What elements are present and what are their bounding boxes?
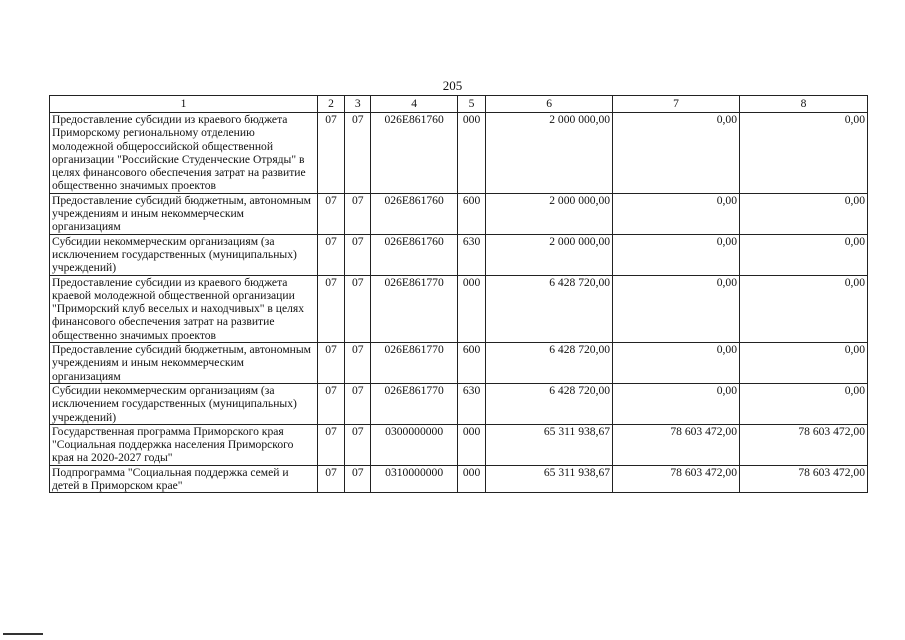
amount-col7: 0,00 [613, 383, 740, 424]
section-code: 07 [317, 465, 344, 493]
table-row [50, 465, 868, 493]
target-article-code: 026E861760 [371, 193, 458, 234]
expense-type-code: 000 [457, 275, 485, 342]
amount-col8: 0,00 [740, 343, 868, 384]
header-cell: 7 [613, 96, 740, 113]
table-row [50, 113, 868, 194]
row-name: Подпрограмма "Социальная поддержка семей и детей в Приморском крае" [50, 465, 318, 493]
header-cell: 2 [317, 96, 344, 113]
expense-type-code: 000 [457, 465, 485, 493]
amount-col8: 78 603 472,00 [740, 465, 868, 493]
header-cell: 4 [371, 96, 458, 113]
amount-col7: 0,00 [613, 113, 740, 194]
section-code: 07 [317, 234, 344, 275]
target-article-code: 026E861760 [371, 234, 458, 275]
amount-col6: 65 311 938,67 [486, 465, 613, 493]
subsection-code: 07 [345, 193, 371, 234]
target-article-code: 026E861760 [371, 113, 458, 194]
expense-type-code: 000 [457, 424, 485, 465]
amount-col8: 0,00 [740, 275, 868, 342]
amount-col6: 2 000 000,00 [486, 234, 613, 275]
amount-col7: 0,00 [613, 343, 740, 384]
subsection-code: 07 [345, 343, 371, 384]
amount-col7: 78 603 472,00 [613, 424, 740, 465]
section-code: 07 [317, 275, 344, 342]
row-name: Предоставление субсидии из краевого бюджета Приморскому региональному отделению молодежной общероссийской общественной организации "Российские Студенческие Отряды" в целях финансового обеспечения затрат на развитие общественно значимых проектов [50, 113, 318, 194]
table-row [50, 383, 868, 424]
target-article-code: 0310000000 [371, 465, 458, 493]
amount-col8: 0,00 [740, 234, 868, 275]
header-cell: 6 [486, 96, 613, 113]
amount-col6: 6 428 720,00 [486, 383, 613, 424]
amount-col7: 0,00 [613, 193, 740, 234]
expense-type-code: 630 [457, 383, 485, 424]
section-code: 07 [317, 383, 344, 424]
section-code: 07 [317, 424, 344, 465]
section-code: 07 [317, 193, 344, 234]
header-cell: 5 [457, 96, 485, 113]
target-article-code: 026E861770 [371, 383, 458, 424]
amount-col8: 0,00 [740, 113, 868, 194]
subsection-code: 07 [345, 234, 371, 275]
amount-col6: 65 311 938,67 [486, 424, 613, 465]
section-code: 07 [317, 113, 344, 194]
target-article-code: 026E861770 [371, 343, 458, 384]
header-cell: 8 [740, 96, 868, 113]
header-cell: 3 [345, 96, 371, 113]
page-number: 205 [442, 78, 463, 93]
row-name: Субсидии некоммерческим организациям (за исключением государственных (муниципальных) учреждений) [50, 383, 318, 424]
header-cell: 1 [50, 96, 318, 113]
subsection-code: 07 [345, 275, 371, 342]
row-name: Предоставление субсидий бюджетным, автономным учреждениям и иным некоммерческим организациям [50, 193, 318, 234]
footer-rule [3, 633, 43, 635]
table-row [50, 275, 868, 342]
row-name: Предоставление субсидий бюджетным, автономным учреждениям и иным некоммерческим организациям [50, 343, 318, 384]
subsection-code: 07 [345, 113, 371, 194]
expense-type-code: 600 [457, 193, 485, 234]
table-row [50, 193, 868, 234]
subsection-code: 07 [345, 465, 371, 493]
row-name: Государственная программа Приморского края "Социальная поддержка населения Приморского края на 2020-2027 годы" [50, 424, 318, 465]
expense-type-code: 000 [457, 113, 485, 194]
expense-type-code: 600 [457, 343, 485, 384]
row-name: Предоставление субсидии из краевого бюджета краевой молодежной общественной организации "Приморский клуб веселых и находчивых" в целях финансового обеспечения затрат на развитие общественно значимых проектов [50, 275, 318, 342]
amount-col7: 0,00 [613, 275, 740, 342]
amount-col6: 2 000 000,00 [486, 193, 613, 234]
table-row [50, 424, 868, 465]
budget-table [49, 95, 868, 493]
amount-col7: 78 603 472,00 [613, 465, 740, 493]
table-row [50, 343, 868, 384]
target-article-code: 026E861770 [371, 275, 458, 342]
amount-col8: 78 603 472,00 [740, 424, 868, 465]
target-article-code: 0300000000 [371, 424, 458, 465]
expense-type-code: 630 [457, 234, 485, 275]
subsection-code: 07 [345, 424, 371, 465]
amount-col7: 0,00 [613, 234, 740, 275]
section-code: 07 [317, 343, 344, 384]
amount-col6: 6 428 720,00 [486, 275, 613, 342]
row-name: Субсидии некоммерческим организациям (за исключением государственных (муниципальных) учреждений) [50, 234, 318, 275]
amount-col8: 0,00 [740, 383, 868, 424]
table-row [50, 234, 868, 275]
amount-col6: 6 428 720,00 [486, 343, 613, 384]
amount-col6: 2 000 000,00 [486, 113, 613, 194]
subsection-code: 07 [345, 383, 371, 424]
amount-col8: 0,00 [740, 193, 868, 234]
header-row [50, 96, 868, 113]
